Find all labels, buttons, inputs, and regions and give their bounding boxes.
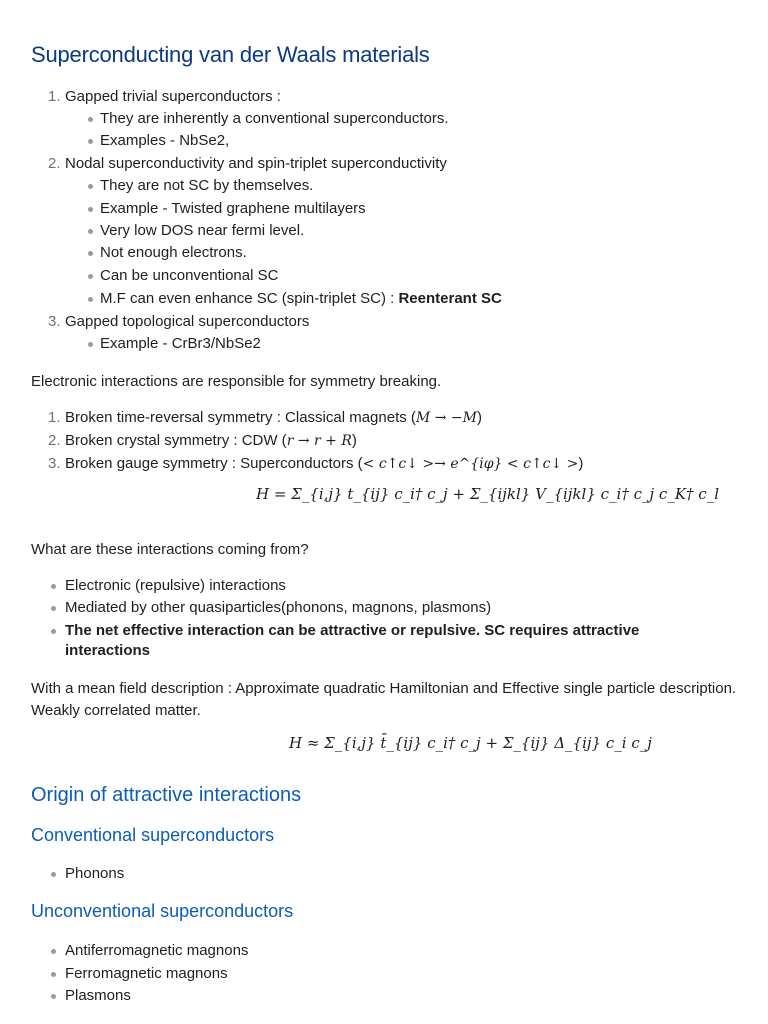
equation-hamiltonian: H = Σ_{i,j} t_{ij} c_i† c_j + Σ_{ijkl} V_{ijkl} c_i† c_j c_K† c_l <box>256 485 719 503</box>
subsection-heading: Conventional superconductors <box>31 825 275 845</box>
paragraph-mean-field: With a mean field description : Approximate quadratic Hamiltonian and Effective single particle description. Weakly correlated matter. <box>31 680 737 719</box>
section-heading: Origin of attractive interactions <box>31 784 302 806</box>
page-title: Superconducting van der Waals materials <box>31 42 430 67</box>
subsection-heading: Unconventional superconductors <box>31 901 294 921</box>
equation-mean-field: H ≈ Σ_{i,j} t̄_{ij} c_i† c_j + Σ_{ij} Δ_{ij} c_i c_j <box>289 734 652 752</box>
paragraph-symmetry: Electronic interactions are responsible for symmetry breaking. <box>31 373 442 390</box>
paragraph-question: What are these interactions coming from? <box>31 541 309 558</box>
